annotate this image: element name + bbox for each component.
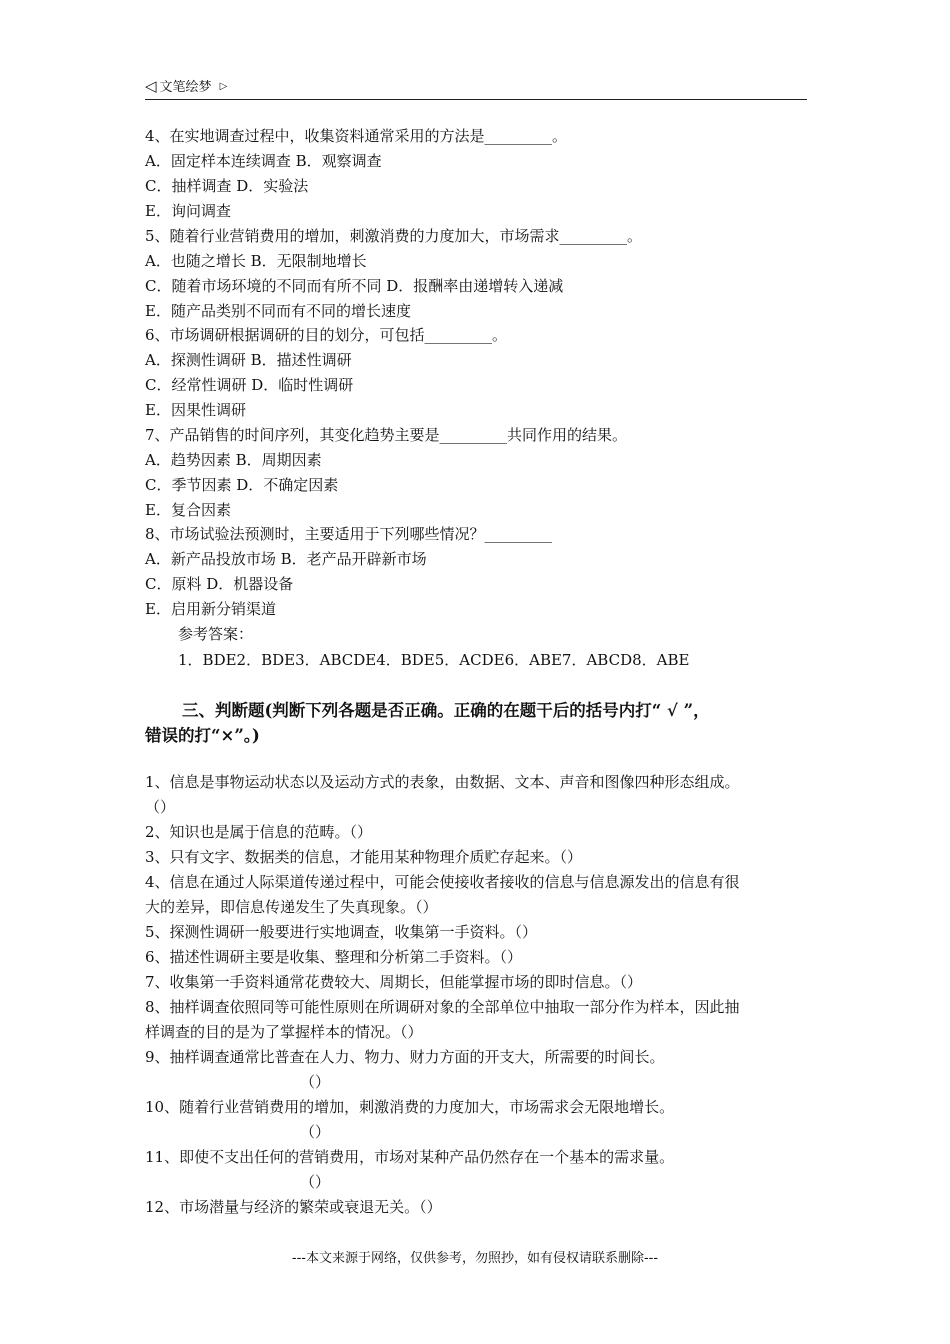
- option-line: A．趋势因素 B．周期因素: [145, 451, 322, 469]
- option-line: C．原料 D．机器设备: [145, 575, 294, 593]
- judgement-item: 9、抽样调查通常比普查在人力、物力、财力方面的开支大，所需要的时间长。: [145, 1048, 665, 1066]
- judgement-paren: （）: [300, 1073, 331, 1091]
- judgement-item: 8、抽样调查依照同等可能性原则在所调研对象的全部单位中抽取一部分作为样本，因此抽: [145, 998, 740, 1016]
- option-line: E．因果性调研: [145, 401, 246, 419]
- judgement-item: 1、信息是事物运动状态以及运动方式的表象，由数据、文本、声音和图像四种形态组成。: [145, 773, 740, 791]
- judgement-paren: （）: [145, 798, 176, 816]
- judgement-paren: （）: [300, 1123, 331, 1141]
- page-footer: ---本文来源于网络，仅供参考，勿照抄，如有侵权请联系删除---: [291, 1251, 659, 1266]
- judgement-item: 3、只有文字、数据类的信息，才能用某种物理介质贮存起来。（）: [145, 848, 583, 866]
- option-line: C．经常性调研 D．临时性调研: [145, 376, 354, 394]
- question-line: 6、市场调研根据调研的目的划分，可包括_________。: [145, 326, 508, 344]
- judgement-paren: （）: [300, 1173, 331, 1191]
- triangle-left-icon: ◁: [145, 77, 157, 95]
- judgement-item: 6、描述性调研主要是收集、整理和分析第二手资料。（）: [145, 948, 523, 966]
- judgement-item-cont: 样调查的目的是为了掌握样本的情况。（）: [145, 1023, 423, 1041]
- question-line: 8、市场试验法预测时，主要适用于下列哪些情况？_________: [145, 525, 553, 543]
- judgement-item: 10、随着行业营销费用的增加，刺激消费的力度加大，市场需求会无限地增长。: [145, 1098, 675, 1116]
- triangle-right-icon: ▷: [219, 81, 228, 92]
- page-header: [145, 72, 807, 100]
- question-line: 4、在实地调查过程中，收集资料通常采用的方法是_________。: [145, 127, 568, 145]
- judgement-item: 7、收集第一手资料通常花费较大、周期长，但能掌握市场的即时信息。（）: [145, 973, 643, 991]
- judgement-item-cont: 大的差异，即信息传递发生了失真现象。（）: [145, 898, 438, 916]
- judgement-item: 11、即使不支出任何的营销费用，市场对某种产品仍然存在一个基本的需求量。: [145, 1148, 675, 1166]
- option-line: A．新产品投放市场 B．老产品开辟新市场: [145, 550, 427, 568]
- answers-text: 1．BDE2．BDE3．ABCDE4．BDE5．ACDE6．ABE7．ABCD8．ABE: [178, 651, 690, 669]
- judgement-item: 12、市场潜量与经济的繁荣或衰退无关。（）: [145, 1198, 442, 1216]
- option-line: A．固定样本连续调查 B．观察调查: [145, 152, 382, 170]
- judgement-item: 4、信息在通过人际渠道传递过程中，可能会使接收者接收的信息与信息源发出的信息有很: [145, 873, 740, 891]
- judgement-item: 5、探测性调研一般要进行实地调查，收集第一手资料。（）: [145, 923, 538, 941]
- answers-label: 参考答案：: [178, 625, 254, 643]
- option-line: E．随产品类别不同而有不同的增长速度: [145, 302, 411, 320]
- option-line: A．也随之增长 B．无限制地增长: [145, 252, 367, 270]
- option-line: E．复合因素: [145, 501, 231, 519]
- section-heading-cont: 错误的打“×”。): [145, 726, 260, 745]
- option-line: C．抽样调查 D．实验法: [145, 177, 309, 195]
- section-heading: 三、判断题(判断下列各题是否正确。正确的在题干后的括号内打“ √ ”，: [182, 701, 710, 720]
- question-line: 5、随着行业营销费用的增加，刺激消费的力度加大，市场需求_________。: [145, 227, 643, 245]
- judgement-item: 2、知识也是属于信息的范畴。（）: [145, 823, 373, 841]
- option-line: C．随着市场环境的不同而有所不同 D．报酬率由递增转入递减: [145, 277, 564, 295]
- question-line: 7、产品销售的时间序列，其变化趋势主要是_________共同作用的结果。: [145, 426, 628, 444]
- option-line: C．季节因素 D．不确定因素: [145, 476, 339, 494]
- option-line: A．探测性调研 B．描述性调研: [145, 351, 352, 369]
- option-line: E．启用新分销渠道: [145, 600, 276, 618]
- option-line: E．询问调查: [145, 202, 231, 220]
- header-title: 文笔绘梦: [159, 80, 212, 95]
